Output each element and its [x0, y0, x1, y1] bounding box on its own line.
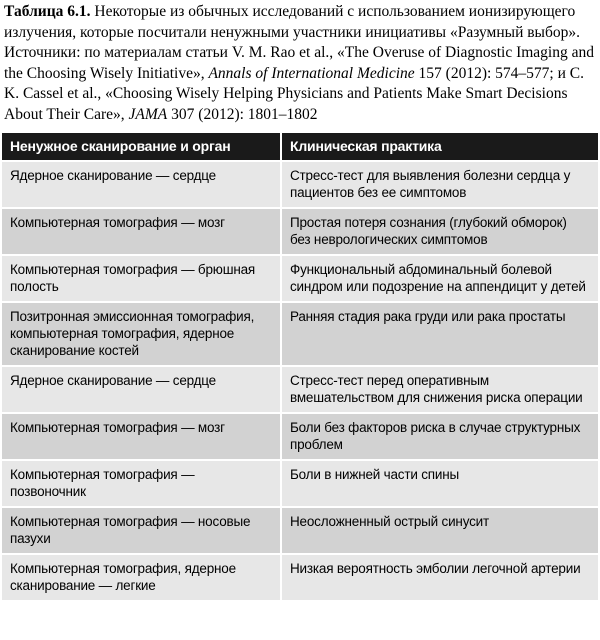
- practice-cell: Ранняя стадия рака груди или рака простаты: [282, 303, 598, 367]
- caption-journal-2: JAMA: [128, 105, 168, 123]
- table-row: [2, 162, 598, 209]
- caption-text-2: 157 (2012): 574–577; и C. K. Cassel et al., «Choosing Wisely Helping Physicians and Patients Make Smart Decisions About Their Care»,: [4, 64, 584, 123]
- practice-cell: Боли в нижней части спины: [282, 461, 598, 508]
- scan-cell: Ядерное сканирование — сердце: [2, 162, 282, 209]
- table-row: [2, 209, 598, 256]
- table-row: [2, 508, 598, 555]
- table-row: [2, 414, 598, 461]
- unnecessary-scans-table: [2, 133, 598, 602]
- table-row: [2, 461, 598, 508]
- practice-cell: Боли без факторов риска в случае структурных проблем: [282, 414, 598, 461]
- column-header-scan-organ: Ненужное сканирование и орган: [2, 133, 282, 162]
- practice-cell: Стресс-тест перед оперативным вмешательством для снижения риска операции: [282, 367, 598, 414]
- caption-table-number: Таблица 6.1.: [4, 3, 91, 20]
- scan-cell: Компьютерная томография — мозг: [2, 414, 282, 461]
- table-header-row: [2, 133, 598, 162]
- caption-text-1: Некоторые из обычных исследований с использованием ионизирующего излучения, которые посчитали ненужными участники инициативы «Разумный выбор». Источники: по материалам статьи V. M. Rao et al., «The Overuse of Diagnostic Imaging and the Choosing Wisely Initiative»,: [4, 3, 594, 82]
- scan-cell: Компьютерная томография — носовые пазухи: [2, 508, 282, 555]
- scan-cell: Компьютерная томография — брюшная полость: [2, 256, 282, 303]
- practice-cell: Стресс-тест для выявления болезни сердца у пациентов без ее симптомов: [282, 162, 598, 209]
- column-header-clinical-practice: Клиническая практика: [282, 133, 598, 162]
- scan-cell: Компьютерная томография — мозг: [2, 209, 282, 256]
- table-row: [2, 303, 598, 367]
- caption-text-3: 307 (2012): 1801–1802: [167, 105, 318, 123]
- practice-cell: Простая потеря сознания (глубокий обморок) без неврологических симптомов: [282, 209, 598, 256]
- practice-cell: Функциональный абдоминальный болевой синдром или подозрение на аппендицит у детей: [282, 256, 598, 303]
- table-row: [2, 367, 598, 414]
- table-row: [2, 256, 598, 303]
- practice-cell: Неосложненный острый синусит: [282, 508, 598, 555]
- scan-cell: Ядерное сканирование — сердце: [2, 367, 282, 414]
- scan-cell: Компьютерная томография — позвоночник: [2, 461, 282, 508]
- caption-journal-1: Annals of International Medicine: [208, 64, 415, 82]
- table-caption: [2, 2, 598, 125]
- practice-cell: Низкая вероятность эмболии легочной артерии: [282, 555, 598, 602]
- scan-cell: Компьютерная томография, ядерное сканирование — легкие: [2, 555, 282, 602]
- scan-cell: Позитронная эмиссионная томография, компьютерная томография, ядерное сканирование костей: [2, 303, 282, 367]
- table-row: [2, 555, 598, 602]
